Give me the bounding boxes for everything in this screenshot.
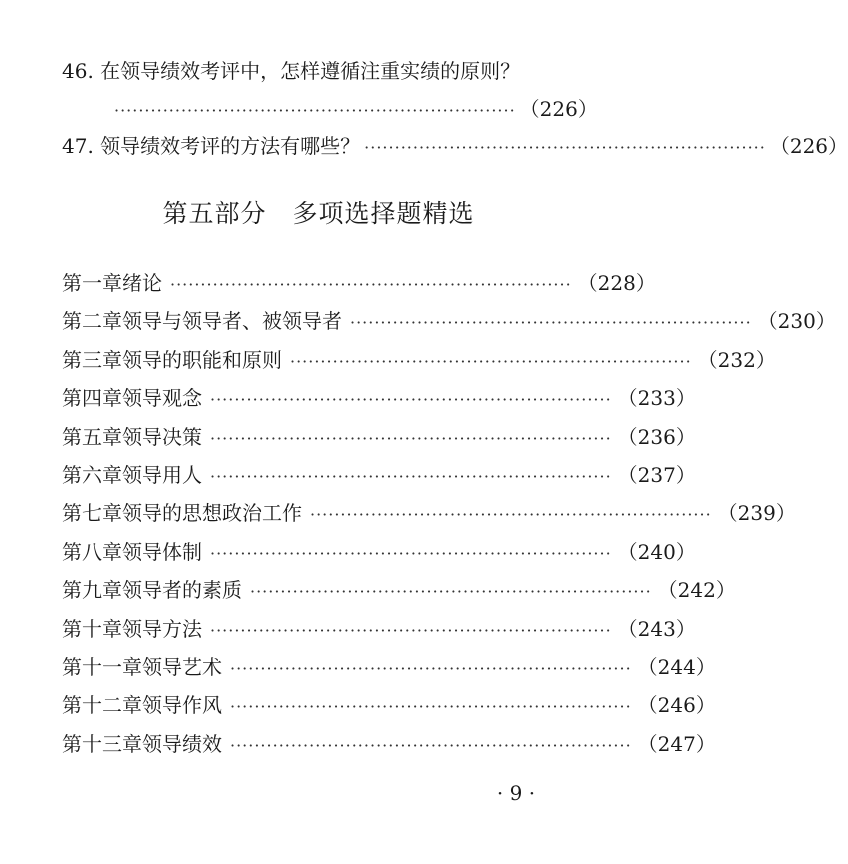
dot-leader: ·································································· xyxy=(210,466,612,486)
chapter-title: 领导者的素质 xyxy=(122,578,242,603)
toc-entry[interactable] xyxy=(62,614,696,652)
toc-entry[interactable] xyxy=(62,498,796,536)
chapter-page-number: （230） xyxy=(757,309,836,334)
chapter-page-number: （236） xyxy=(617,424,696,449)
chapter-title: 领导观念 xyxy=(122,386,202,411)
dot-leader: ·································································· xyxy=(250,582,652,602)
chapter-list xyxy=(62,268,836,767)
part-title: 第五部分 多项选择题精选 xyxy=(162,199,475,228)
chapter-page-number: （237） xyxy=(617,462,696,487)
chapter-page-number: （243） xyxy=(617,616,696,641)
dot-leader: ·································································· xyxy=(230,735,632,755)
chapter-number: 第三章 xyxy=(62,347,122,372)
chapter-number: 第二章 xyxy=(62,309,122,334)
chapter-number: 第十章 xyxy=(62,616,122,641)
chapter-number: 第十三章 xyxy=(62,731,142,756)
dot-leader: ·································································· xyxy=(210,390,612,410)
chapter-title: 领导与领导者、被领导者 xyxy=(122,309,342,334)
toc-entry[interactable] xyxy=(62,460,696,498)
chapter-number: 第一章 xyxy=(62,271,122,295)
question-47 xyxy=(62,131,848,163)
toc-entry[interactable] xyxy=(62,345,776,383)
toc-entry[interactable] xyxy=(62,268,656,306)
question-46 xyxy=(62,56,580,86)
chapter-title: 绪论 xyxy=(122,271,162,295)
chapter-title: 领导绩效 xyxy=(142,731,222,756)
dot-leader: ·································································· xyxy=(310,505,712,525)
chapter-page-number: （239） xyxy=(717,501,796,526)
chapter-title: 领导作风 xyxy=(142,693,222,718)
chapter-page-number: （246） xyxy=(637,693,716,718)
question-text: 47. 领导绩效考评的方法有哪些？ xyxy=(62,134,361,158)
dot-leader: ·································································· xyxy=(170,275,572,294)
chapter-title: 领导决策 xyxy=(122,424,202,449)
chapter-page-number: （228） xyxy=(577,271,656,295)
dot-leader: ·································································· xyxy=(350,313,752,333)
dot-leader: ·································································· xyxy=(210,620,612,640)
chapter-page-number: （247） xyxy=(637,731,716,756)
dot-leader: ·································································· xyxy=(364,138,766,157)
chapter-number: 第七章 xyxy=(62,501,122,526)
question-page-number: （226） xyxy=(769,134,848,158)
toc-entry[interactable] xyxy=(62,690,716,728)
question-page-number: （226） xyxy=(519,97,598,121)
toc-entry[interactable] xyxy=(62,575,736,613)
chapter-page-number: （242） xyxy=(657,578,736,603)
chapter-page-number: （232） xyxy=(697,347,776,372)
dot-leader: ·································································· xyxy=(230,697,632,717)
chapter-number: 第十一章 xyxy=(62,654,142,679)
question-text: 46. 在领导绩效考评中，怎样遵循注重实绩的原则？ xyxy=(62,59,521,83)
chapter-title: 领导艺术 xyxy=(142,654,222,679)
question-46-continuation xyxy=(110,94,598,126)
chapter-page-number: （244） xyxy=(637,654,716,679)
toc-entry[interactable] xyxy=(62,729,716,767)
toc-entry[interactable] xyxy=(62,422,696,460)
toc-entry[interactable] xyxy=(62,306,836,344)
chapter-number: 第五章 xyxy=(62,424,122,449)
toc-entry[interactable] xyxy=(62,383,696,421)
dot-leader: ·································································· xyxy=(210,543,612,563)
chapter-title: 领导体制 xyxy=(122,539,202,564)
dot-leader: ·································································· xyxy=(210,428,612,448)
dot-leader: ·································································· xyxy=(114,101,516,120)
chapter-number: 第四章 xyxy=(62,386,122,411)
chapter-title: 领导的思想政治工作 xyxy=(122,501,302,526)
dot-leader: ·································································· xyxy=(230,658,632,678)
chapter-page-number: （233） xyxy=(617,386,696,411)
chapter-page-number: （240） xyxy=(617,539,696,564)
chapter-title: 领导的职能和原则 xyxy=(122,347,282,372)
chapter-number: 第十二章 xyxy=(62,693,142,718)
dot-leader: ·································································· xyxy=(290,351,692,371)
chapter-number: 第九章 xyxy=(62,578,122,603)
toc-entry[interactable] xyxy=(62,537,696,575)
chapter-number: 第六章 xyxy=(62,462,122,487)
page-number: · 9 · xyxy=(496,781,536,805)
toc-entry[interactable] xyxy=(62,652,716,690)
chapter-number: 第八章 xyxy=(62,539,122,564)
chapter-title: 领导用人 xyxy=(122,462,202,487)
chapter-title: 领导方法 xyxy=(122,616,202,641)
